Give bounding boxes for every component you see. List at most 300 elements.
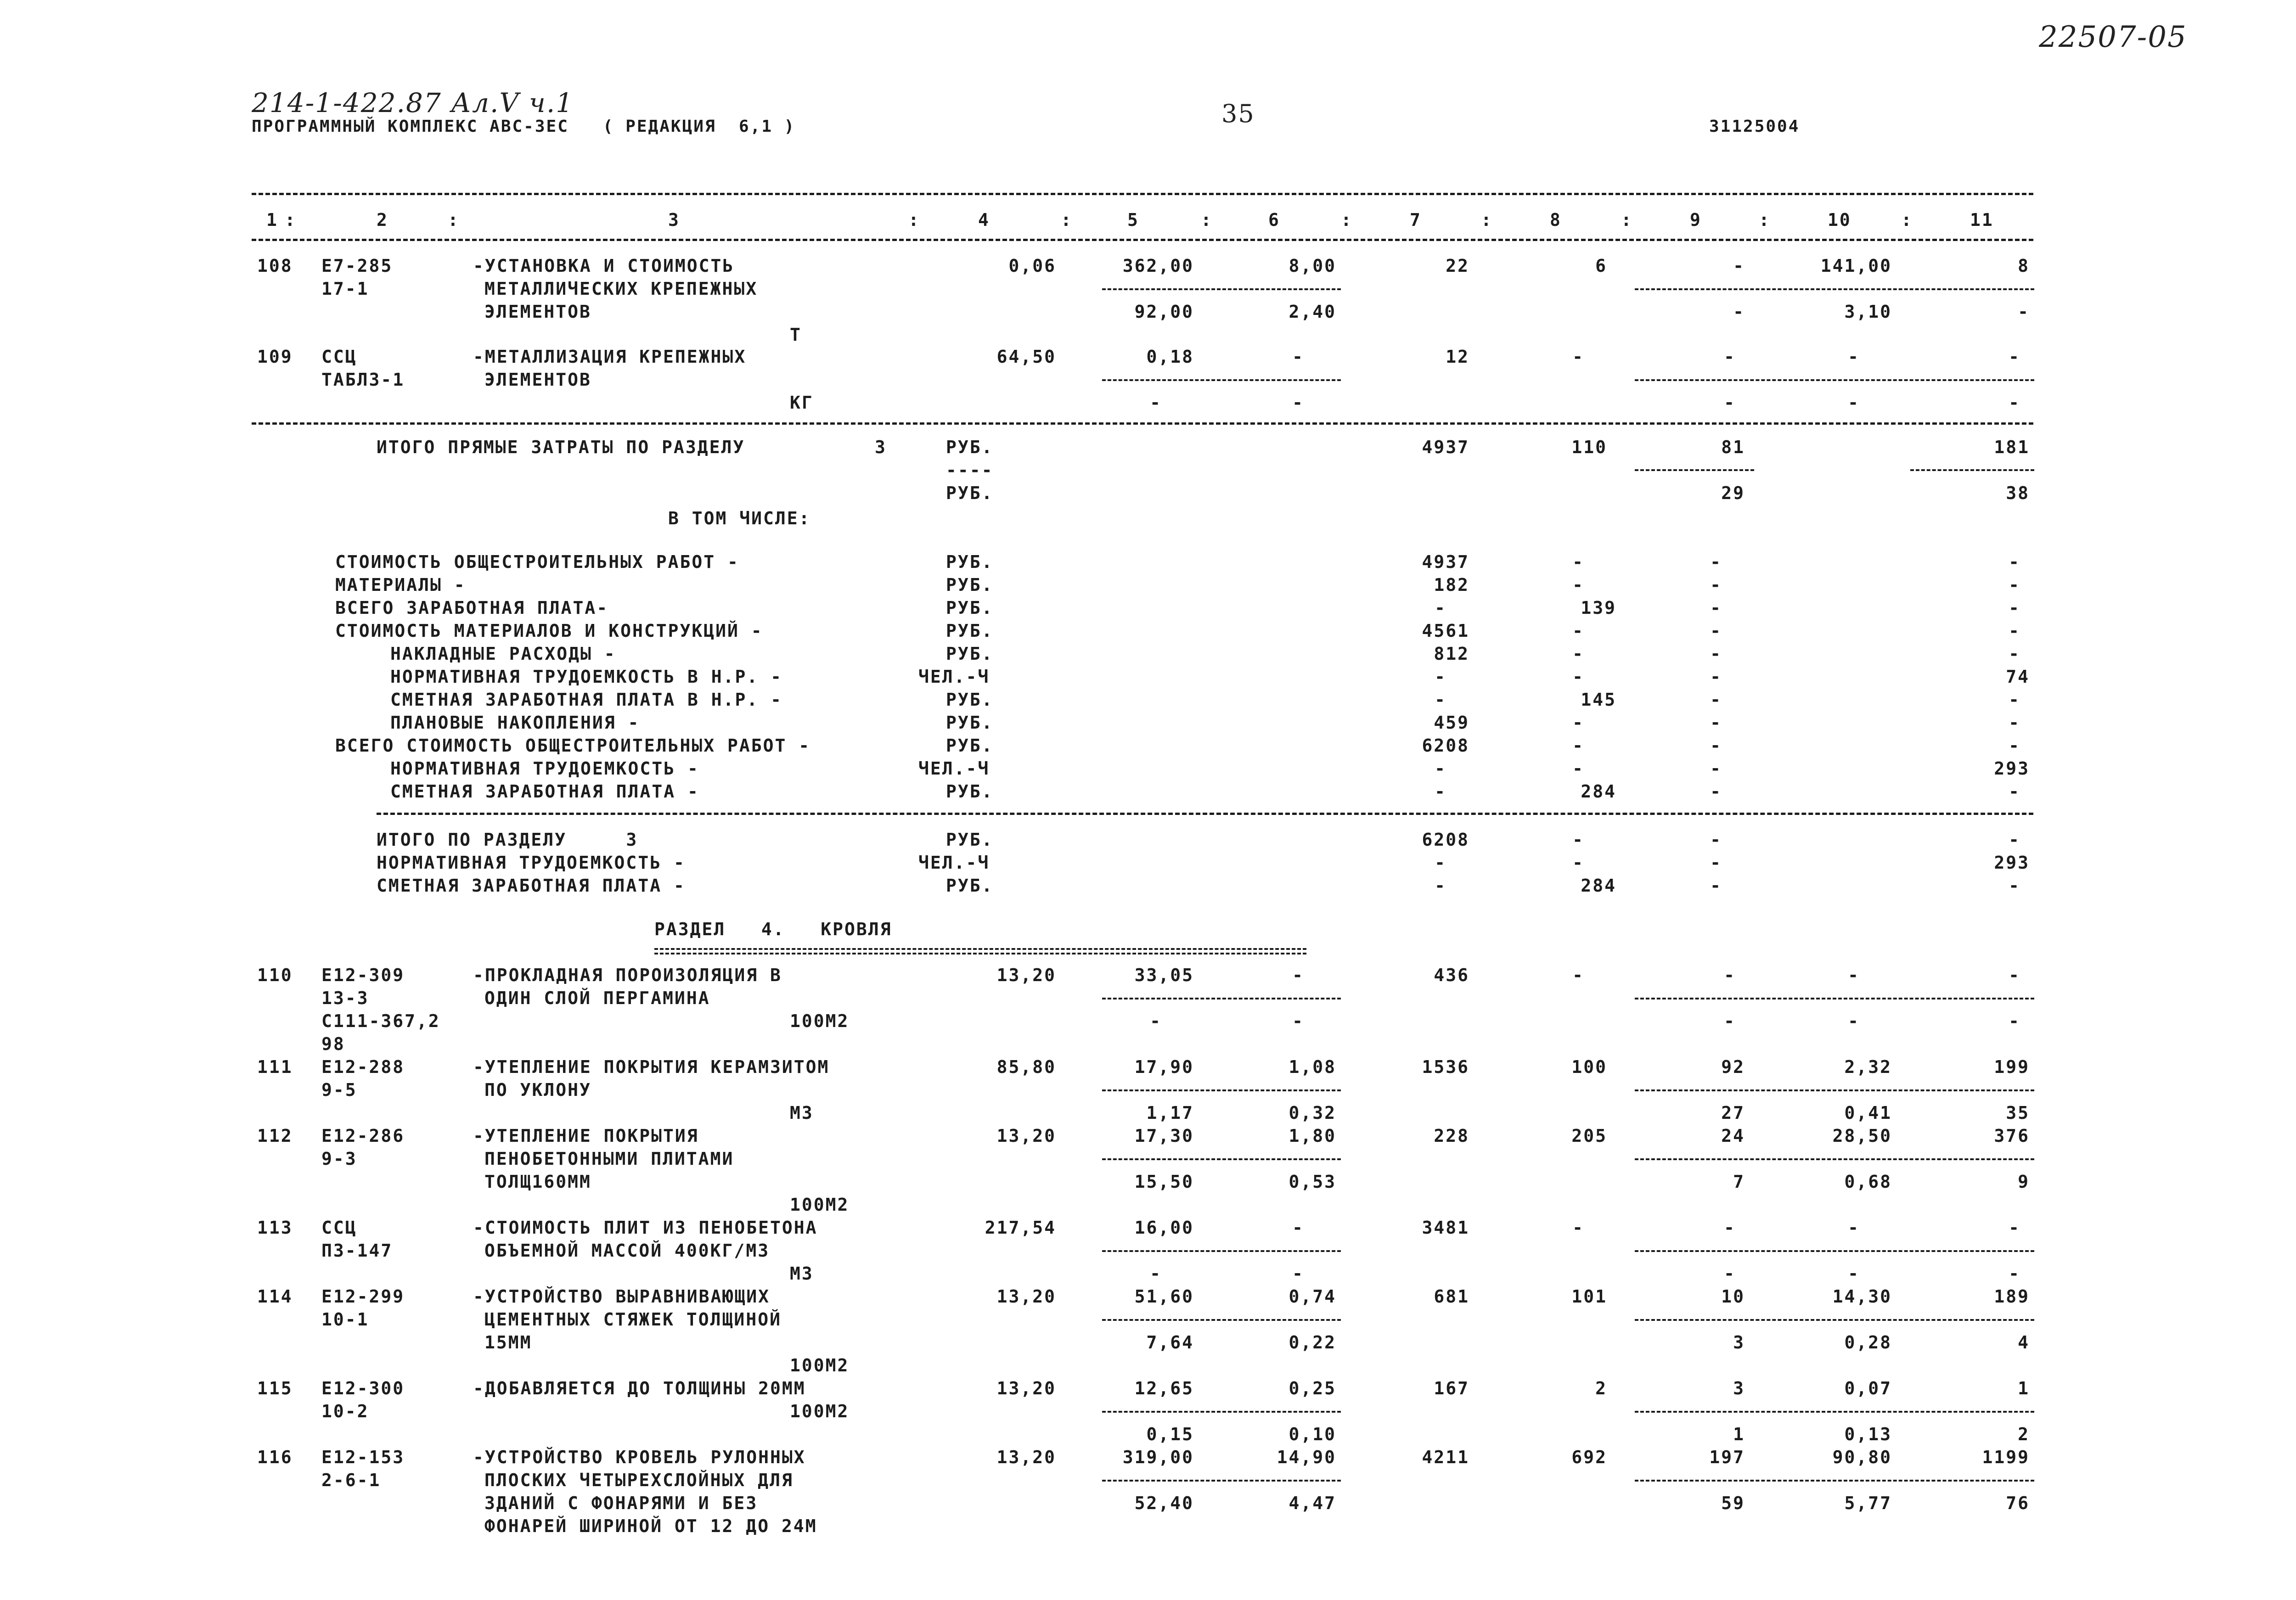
list-item-unit: ЧЕЛ.-Ч xyxy=(918,667,990,687)
cell-c10-sub: - xyxy=(1848,393,1860,413)
list-item-c9: - xyxy=(1710,876,1722,896)
cell-c4: 64,50 xyxy=(996,347,1056,367)
cell-c11: - xyxy=(2009,347,2020,367)
col-sep: : xyxy=(1481,210,1493,230)
cell-underline xyxy=(1102,379,1341,381)
cell-c10-sub: - xyxy=(1848,1263,1860,1284)
cell-c10: - xyxy=(1848,965,1860,985)
page-number: 35 xyxy=(1221,99,1255,128)
col-sep: : xyxy=(1759,210,1771,230)
cell-c11: 8 xyxy=(2018,256,2030,276)
col-sep: : xyxy=(1621,210,1633,230)
cell-c9-sub: 1 xyxy=(1733,1424,1745,1444)
cell-c9: - xyxy=(1724,965,1736,985)
list-item-c7: - xyxy=(1435,667,1446,687)
row-code: Е12-309 xyxy=(321,965,405,985)
cell-c10: 14,30 xyxy=(1832,1286,1892,1307)
list-item-c7: 459 xyxy=(1434,713,1469,733)
list-item-label: НОРМАТИВНАЯ ТРУДОЕМКОСТЬ - xyxy=(377,853,686,873)
cell-underline xyxy=(1635,469,1754,471)
col-sep: : xyxy=(1341,210,1353,230)
section-rule xyxy=(377,813,2033,815)
cell-c9: 24 xyxy=(1721,1126,1745,1146)
cell-c10: - xyxy=(1848,347,1860,367)
cell-c4: 0,06 xyxy=(1008,256,1056,276)
cell-c4: 85,80 xyxy=(996,1057,1056,1077)
cell-c4: 13,20 xyxy=(996,1447,1056,1467)
cell-c9-sub: - xyxy=(1724,1263,1736,1284)
row-number: 108 xyxy=(257,256,293,276)
cell-c9-sub: - xyxy=(1724,1011,1736,1031)
list-item-unit: ЧЕЛ.-Ч xyxy=(918,853,990,873)
row-code: Е12-286 xyxy=(321,1126,405,1146)
cell-c11-sub: 2 xyxy=(2018,1424,2030,1444)
row-description: ПО УКЛОНУ xyxy=(484,1080,591,1100)
row-code-sub: 98 xyxy=(321,1034,345,1054)
list-item-c9: - xyxy=(1710,552,1722,572)
col-header-7: 7 xyxy=(1410,210,1422,230)
cell-c9: - xyxy=(1724,347,1736,367)
section-rule xyxy=(252,422,2033,425)
cell-c11: 199 xyxy=(1994,1057,2030,1077)
col-header-11: 11 xyxy=(1970,210,1994,230)
cell-c11-sub: - xyxy=(2009,1263,2020,1284)
row-description: ПЕНОБЕТОННЫМИ ПЛИТАМИ xyxy=(484,1149,734,1169)
cell-c10: - xyxy=(1848,1218,1860,1238)
col-header-9: 9 xyxy=(1690,210,1702,230)
cell-c5: 0,18 xyxy=(1146,347,1194,367)
list-item-c9: - xyxy=(1710,575,1722,595)
cell-c6-sub: - xyxy=(1292,1011,1304,1031)
list-item-unit: РУБ. xyxy=(946,735,994,756)
cell-c6-sub: 4,47 xyxy=(1289,1493,1336,1513)
list-item-c9: - xyxy=(1710,735,1722,756)
cell-c5: 12,65 xyxy=(1134,1378,1194,1398)
list-item-c11: 293 xyxy=(1994,758,2030,779)
cell-c4: 13,20 xyxy=(996,1126,1056,1146)
totals-c9-sub: 29 xyxy=(1721,483,1745,503)
col-header-2: 2 xyxy=(377,210,388,230)
list-item-c7: 4937 xyxy=(1422,552,1469,572)
cell-c9: 92 xyxy=(1721,1057,1745,1077)
cell-underline xyxy=(1635,1089,2034,1091)
row-code-sub: 9-5 xyxy=(321,1080,357,1100)
list-item-unit: РУБ. xyxy=(946,598,994,618)
cell-c6: 14,90 xyxy=(1277,1447,1336,1467)
cell-c4: 13,20 xyxy=(996,1286,1056,1307)
list-item-unit: ЧЕЛ.-Ч xyxy=(918,758,990,779)
list-item-c7: 812 xyxy=(1434,644,1469,664)
list-item-c7: - xyxy=(1435,781,1446,802)
list-item-c7: - xyxy=(1435,876,1446,896)
cell-underline xyxy=(1635,379,2034,381)
list-item-c7: - xyxy=(1435,758,1446,779)
list-item-c11: 293 xyxy=(1994,853,2030,873)
row-code: ССЦ xyxy=(321,1218,357,1238)
row-code-sub: 9-3 xyxy=(321,1149,357,1169)
totals-unit: РУБ. xyxy=(946,437,994,457)
cell-c10: 28,50 xyxy=(1832,1126,1892,1146)
col-sep: : xyxy=(1901,210,1913,230)
cell-c5-sub: - xyxy=(1150,393,1162,413)
list-item-label: ВСЕГО СТОИМОСТЬ ОБЩЕСТРОИТЕЛЬНЫХ РАБОТ - xyxy=(335,735,811,756)
row-code: Е12-299 xyxy=(321,1286,405,1307)
list-item-c11: - xyxy=(2009,735,2020,756)
cell-c11: 189 xyxy=(1994,1286,2030,1307)
list-item-c11: - xyxy=(2009,644,2020,664)
cell-c7: 3481 xyxy=(1422,1218,1469,1238)
list-item-c9: - xyxy=(1710,667,1722,687)
row-number: 110 xyxy=(257,965,293,985)
row-code: ССЦ xyxy=(321,347,357,367)
row-description: ЦЕМЕНТНЫХ СТЯЖЕК ТОЛЩИНОЙ xyxy=(484,1309,782,1330)
row-code-sub: ТАБЛ3-1 xyxy=(321,370,405,390)
cell-c9-sub: 27 xyxy=(1721,1103,1745,1123)
cell-c6: - xyxy=(1292,347,1304,367)
cell-c9-sub: - xyxy=(1733,302,1745,322)
cell-c9: 10 xyxy=(1721,1286,1745,1307)
list-item-c9: - xyxy=(1710,598,1722,618)
row-code-sub: 2-6-1 xyxy=(321,1470,381,1490)
list-item-c7: - xyxy=(1435,690,1446,710)
cell-c7: 4211 xyxy=(1422,1447,1469,1467)
cell-c5: 51,60 xyxy=(1134,1286,1194,1307)
list-item-c8: - xyxy=(1572,621,1584,641)
cell-underline xyxy=(1102,1250,1341,1252)
cell-c9: 3 xyxy=(1733,1378,1745,1398)
cell-c9-sub: 7 xyxy=(1733,1172,1745,1192)
cell-c7: 228 xyxy=(1434,1126,1469,1146)
list-item-unit: РУБ. xyxy=(946,552,994,572)
row-description: -УСТАНОВКА И СТОИМОСТЬ xyxy=(473,256,735,276)
totals-c11: 181 xyxy=(1994,437,2030,457)
cell-c8: - xyxy=(1572,965,1584,985)
cell-c6: 1,80 xyxy=(1289,1126,1336,1146)
cell-c5-sub: 52,40 xyxy=(1134,1493,1194,1513)
cell-c11: - xyxy=(2009,965,2020,985)
list-item-label: ВСЕГО ЗАРАБОТНАЯ ПЛАТА- xyxy=(335,598,609,618)
row-number: 112 xyxy=(257,1126,293,1146)
list-item-unit: РУБ. xyxy=(946,621,994,641)
cell-c7: 12 xyxy=(1446,347,1469,367)
row-description: 15ММ xyxy=(484,1332,532,1353)
row-description: -УТЕПЛЕНИЕ ПОКРЫТИЯ КЕРАМЗИТОМ xyxy=(473,1057,830,1077)
cell-c6-sub: 0,53 xyxy=(1289,1172,1336,1192)
cell-c10-sub: 0,28 xyxy=(1844,1332,1892,1353)
list-item-c8: - xyxy=(1572,644,1584,664)
row-unit: 100М2 xyxy=(790,1355,850,1375)
cell-c5: 33,05 xyxy=(1134,965,1194,985)
cell-c6-sub: 0,22 xyxy=(1289,1332,1336,1353)
cell-c10-sub: 5,77 xyxy=(1844,1493,1892,1513)
cell-underline xyxy=(1102,998,1341,999)
program-title: ПРОГРАММНЫЙ КОМПЛЕКС АВС-3ЕС ( РЕДАКЦИЯ 6,1 ) xyxy=(252,117,796,136)
cell-c4: 13,20 xyxy=(996,1378,1056,1398)
cell-underline xyxy=(1635,1480,2034,1482)
list-item-c11: - xyxy=(2009,575,2020,595)
list-item-label: СТОИМОСТЬ МАТЕРИАЛОВ И КОНСТРУКЦИЙ - xyxy=(335,621,763,641)
cell-c5-sub: 1,17 xyxy=(1146,1103,1194,1123)
cell-c9: - xyxy=(1733,256,1745,276)
totals-c9: 81 xyxy=(1721,437,1745,457)
cell-c7: 22 xyxy=(1446,256,1469,276)
cell-c6: - xyxy=(1292,965,1304,985)
cell-c10-sub: 0,68 xyxy=(1844,1172,1892,1192)
row-description: МЕТАЛЛИЧЕСКИХ КРЕПЕЖНЫХ xyxy=(484,279,758,299)
list-item-label: НОРМАТИВНАЯ ТРУДОЕМКОСТЬ - xyxy=(390,758,699,779)
cell-c8: 692 xyxy=(1571,1447,1607,1467)
col-header-6: 6 xyxy=(1268,210,1280,230)
totals-c11-sub: 38 xyxy=(2006,483,2030,503)
cell-c6: 0,74 xyxy=(1289,1286,1336,1307)
row-code-sub: 10-1 xyxy=(321,1309,369,1330)
col-sep: : xyxy=(448,210,460,230)
list-item-label: НАКЛАДНЫЕ РАСХОДЫ - xyxy=(390,644,616,664)
cell-c6-sub: 0,10 xyxy=(1289,1424,1336,1444)
list-item-unit: РУБ. xyxy=(946,690,994,710)
cell-c11-sub: 4 xyxy=(2018,1332,2030,1353)
col-sep: : xyxy=(285,210,297,230)
row-number: 115 xyxy=(257,1378,293,1398)
row-description: ЭЛЕМЕНТОВ xyxy=(484,370,591,390)
col-sep: : xyxy=(1201,210,1213,230)
row-code-sub: 10-2 xyxy=(321,1401,369,1421)
row-description: ОБЪЕМНОЙ МАССОЙ 400КГ/М3 xyxy=(484,1241,770,1261)
row-number: 116 xyxy=(257,1447,293,1467)
list-item-c11: - xyxy=(2009,876,2020,896)
list-item-label: ИТОГО ПО РАЗДЕЛУ 3 xyxy=(377,830,638,850)
cell-c11: 1199 xyxy=(1982,1447,2030,1467)
list-item-label: НОРМАТИВНАЯ ТРУДОЕМКОСТЬ В Н.Р. - xyxy=(390,667,782,687)
cell-c10: 2,32 xyxy=(1844,1057,1892,1077)
row-unit: 100М2 xyxy=(790,1011,850,1031)
list-item-c11: - xyxy=(2009,781,2020,802)
list-item-c9: - xyxy=(1710,830,1722,850)
cell-underline xyxy=(1102,1158,1341,1160)
cell-c10: 90,80 xyxy=(1832,1447,1892,1467)
cell-c4: 217,54 xyxy=(985,1218,1056,1238)
row-code: Е7-285 xyxy=(321,256,393,276)
row-description: -УТЕПЛЕНИЕ ПОКРЫТИЯ xyxy=(473,1126,699,1146)
list-item-c8: - xyxy=(1572,552,1584,572)
cell-c8: 205 xyxy=(1571,1126,1607,1146)
cell-underline xyxy=(1635,1250,2034,1252)
cell-underline xyxy=(1635,288,2034,290)
row-unit: Т xyxy=(790,325,802,345)
in-that-label: В ТОМ ЧИСЛЕ: xyxy=(668,508,811,528)
col-header-5: 5 xyxy=(1127,210,1139,230)
list-item-c7: 182 xyxy=(1434,575,1469,595)
list-item-c11: - xyxy=(2009,690,2020,710)
cell-c8: - xyxy=(1572,347,1584,367)
list-item-c8: 284 xyxy=(1581,781,1616,802)
cell-c5: 17,30 xyxy=(1134,1126,1194,1146)
cell-c7: 1536 xyxy=(1422,1057,1469,1077)
section-title: РАЗДЕЛ 4. КРОВЛЯ xyxy=(654,919,892,939)
list-item-label: СМЕТНАЯ ЗАРАБОТНАЯ ПЛАТА - xyxy=(390,781,699,802)
list-item-c8: 145 xyxy=(1581,690,1616,710)
cell-c10-sub: 3,10 xyxy=(1844,302,1892,322)
list-item-c11: - xyxy=(2009,830,2020,850)
list-item-c9: - xyxy=(1710,758,1722,779)
row-description: ЗДАНИЙ С ФОНАРЯМИ И БЕЗ xyxy=(484,1493,758,1513)
cell-c8: - xyxy=(1572,1218,1584,1238)
list-item-c8: - xyxy=(1572,575,1584,595)
cell-c5-sub: - xyxy=(1150,1263,1162,1284)
cell-c6-sub: - xyxy=(1292,393,1304,413)
col-header-4: 4 xyxy=(978,210,990,230)
list-item-c11: - xyxy=(2009,713,2020,733)
list-item-c9: - xyxy=(1710,621,1722,641)
cell-c11-sub: 9 xyxy=(2018,1172,2030,1192)
cell-underline xyxy=(1635,1158,2034,1160)
cell-c9-sub: 3 xyxy=(1733,1332,1745,1353)
row-unit: 100М2 xyxy=(790,1195,850,1215)
cell-c6: - xyxy=(1292,1218,1304,1238)
row-description: -УСТРОЙСТВО ВЫРАВНИВАЮЩИХ xyxy=(473,1286,770,1307)
cell-c6-sub: 2,40 xyxy=(1289,302,1336,322)
cell-underline xyxy=(1102,288,1341,290)
list-item-c9: - xyxy=(1710,644,1722,664)
list-item-c8: 139 xyxy=(1581,598,1616,618)
cell-c11: 1 xyxy=(2018,1378,2030,1398)
list-item-c11: - xyxy=(2009,552,2020,572)
list-item-label: МАТЕРИАЛЫ - xyxy=(335,575,466,595)
cell-c10: 0,07 xyxy=(1844,1378,1892,1398)
cell-c11: - xyxy=(2009,1218,2020,1238)
list-item-c9: - xyxy=(1710,853,1722,873)
section-title-underline xyxy=(654,948,1306,950)
col-sep: : xyxy=(908,210,920,230)
cell-c5: 319,00 xyxy=(1122,1447,1194,1467)
cell-c11-sub: 76 xyxy=(2006,1493,2030,1513)
list-item-c8: - xyxy=(1572,713,1584,733)
cell-underline xyxy=(1910,469,2034,471)
cell-c5-sub: 15,50 xyxy=(1134,1172,1194,1192)
list-item-c8: - xyxy=(1572,830,1584,850)
header-bottom-rule xyxy=(252,239,2033,241)
row-description: -СТОИМОСТЬ ПЛИТ ИЗ ПЕНОБЕТОНА xyxy=(473,1218,818,1238)
list-item-c7: 6208 xyxy=(1422,830,1469,850)
list-item-c7: - xyxy=(1435,598,1446,618)
row-number: 114 xyxy=(257,1286,293,1307)
row-unit: КГ xyxy=(790,393,814,413)
cell-c10-sub: - xyxy=(1848,1011,1860,1031)
cell-underline xyxy=(1635,1411,2034,1413)
row-number: 113 xyxy=(257,1218,293,1238)
list-item-c9: - xyxy=(1710,690,1722,710)
list-item-c8: - xyxy=(1572,667,1584,687)
cell-c5-sub: - xyxy=(1150,1011,1162,1031)
cell-c10-sub: 0,13 xyxy=(1844,1424,1892,1444)
cell-c8: 101 xyxy=(1571,1286,1607,1307)
section-title-underline xyxy=(654,953,1306,954)
table-top-rule xyxy=(252,193,2033,195)
list-item-label: СТОИМОСТЬ ОБЩЕСТРОИТЕЛЬНЫХ РАБОТ - xyxy=(335,552,739,572)
list-item-c7: - xyxy=(1435,853,1446,873)
row-code: Е12-153 xyxy=(321,1447,405,1467)
cell-underline xyxy=(1102,1319,1341,1321)
row-number: 109 xyxy=(257,347,293,367)
list-item-c8: - xyxy=(1572,853,1584,873)
row-unit: М3 xyxy=(790,1103,814,1123)
cell-c5: 17,90 xyxy=(1134,1057,1194,1077)
cell-c4: 13,20 xyxy=(996,965,1056,985)
cell-c5-sub: 7,64 xyxy=(1146,1332,1194,1353)
cell-c11-sub: - xyxy=(2009,1011,2020,1031)
cell-c11-sub: 35 xyxy=(2006,1103,2030,1123)
list-item-unit: РУБ. xyxy=(946,781,994,802)
row-description: ОДИН СЛОЙ ПЕРГАМИНА xyxy=(484,988,710,1008)
totals-unit-dash: ---- xyxy=(946,460,994,480)
list-item-c7: 4561 xyxy=(1422,621,1469,641)
row-description: -МЕТАЛЛИЗАЦИЯ КРЕПЕЖНЫХ xyxy=(473,347,747,367)
row-unit: М3 xyxy=(790,1263,814,1284)
row-description: ФОНАРЕЙ ШИРИНОЙ ОТ 12 ДО 24М xyxy=(484,1516,817,1536)
cell-c5: 16,00 xyxy=(1134,1218,1194,1238)
cell-underline xyxy=(1635,998,2034,999)
col-header-8: 8 xyxy=(1550,210,1562,230)
list-item-unit: РУБ. xyxy=(946,713,994,733)
list-item-c9: - xyxy=(1710,781,1722,802)
row-code-sub: П3-147 xyxy=(321,1241,393,1261)
cell-c8: 2 xyxy=(1595,1378,1607,1398)
cell-c5-sub: 92,00 xyxy=(1134,302,1194,322)
list-item-c8: - xyxy=(1572,758,1584,779)
cell-c11-sub: - xyxy=(2018,302,2030,322)
cell-c6: 1,08 xyxy=(1289,1057,1336,1077)
list-item-unit: РУБ. xyxy=(946,830,994,850)
cell-c5-sub: 0,15 xyxy=(1146,1424,1194,1444)
list-item-label: СМЕТНАЯ ЗАРАБОТНАЯ ПЛАТА - xyxy=(377,876,686,896)
cell-c9-sub: 59 xyxy=(1721,1493,1745,1513)
row-description: ТОЛЩ160ММ xyxy=(484,1172,591,1192)
cell-c6-sub: 0,32 xyxy=(1289,1103,1336,1123)
cell-c6: 8,00 xyxy=(1289,256,1336,276)
cell-c7: 681 xyxy=(1434,1286,1469,1307)
doc-reference: 214-1-422.87 Ал.V ч.1 xyxy=(252,87,574,118)
cell-c7: 167 xyxy=(1434,1378,1469,1398)
cell-c10-sub: 0,41 xyxy=(1844,1103,1892,1123)
cell-c11: 376 xyxy=(1994,1126,2030,1146)
row-code-sub: 17-1 xyxy=(321,279,369,299)
cell-c7: 436 xyxy=(1434,965,1469,985)
list-item-label: ПЛАНОВЫЕ НАКОПЛЕНИЯ - xyxy=(390,713,640,733)
col-header-10: 10 xyxy=(1828,210,1851,230)
document-number: 31125004 xyxy=(1709,117,1800,136)
totals-c8: 110 xyxy=(1571,437,1607,457)
row-description: -ДОБАВЛЯЕТСЯ ДО ТОЛЩИНЫ 20ММ xyxy=(473,1378,806,1398)
cell-c5: 362,00 xyxy=(1122,256,1194,276)
list-item-c11: - xyxy=(2009,598,2020,618)
totals-section-number: 3 xyxy=(875,437,887,457)
totals-c7: 4937 xyxy=(1422,437,1469,457)
row-description: ЭЛЕМЕНТОВ xyxy=(484,302,591,322)
cell-underline xyxy=(1102,1089,1341,1091)
cell-underline xyxy=(1635,1319,2034,1321)
list-item-c7: 6208 xyxy=(1422,735,1469,756)
row-code-sub: С111-367,2 xyxy=(321,1011,440,1031)
cell-c9-sub: - xyxy=(1724,393,1736,413)
list-item-c8: 284 xyxy=(1581,876,1616,896)
row-unit: 100М2 xyxy=(790,1401,850,1421)
row-code: Е12-288 xyxy=(321,1057,405,1077)
cell-c6-sub: - xyxy=(1292,1263,1304,1284)
col-header-3: 3 xyxy=(668,210,680,230)
list-item-label: СМЕТНАЯ ЗАРАБОТНАЯ ПЛАТА В Н.Р. - xyxy=(390,690,782,710)
row-code-sub: 13-3 xyxy=(321,988,369,1008)
cell-underline xyxy=(1102,1480,1341,1482)
